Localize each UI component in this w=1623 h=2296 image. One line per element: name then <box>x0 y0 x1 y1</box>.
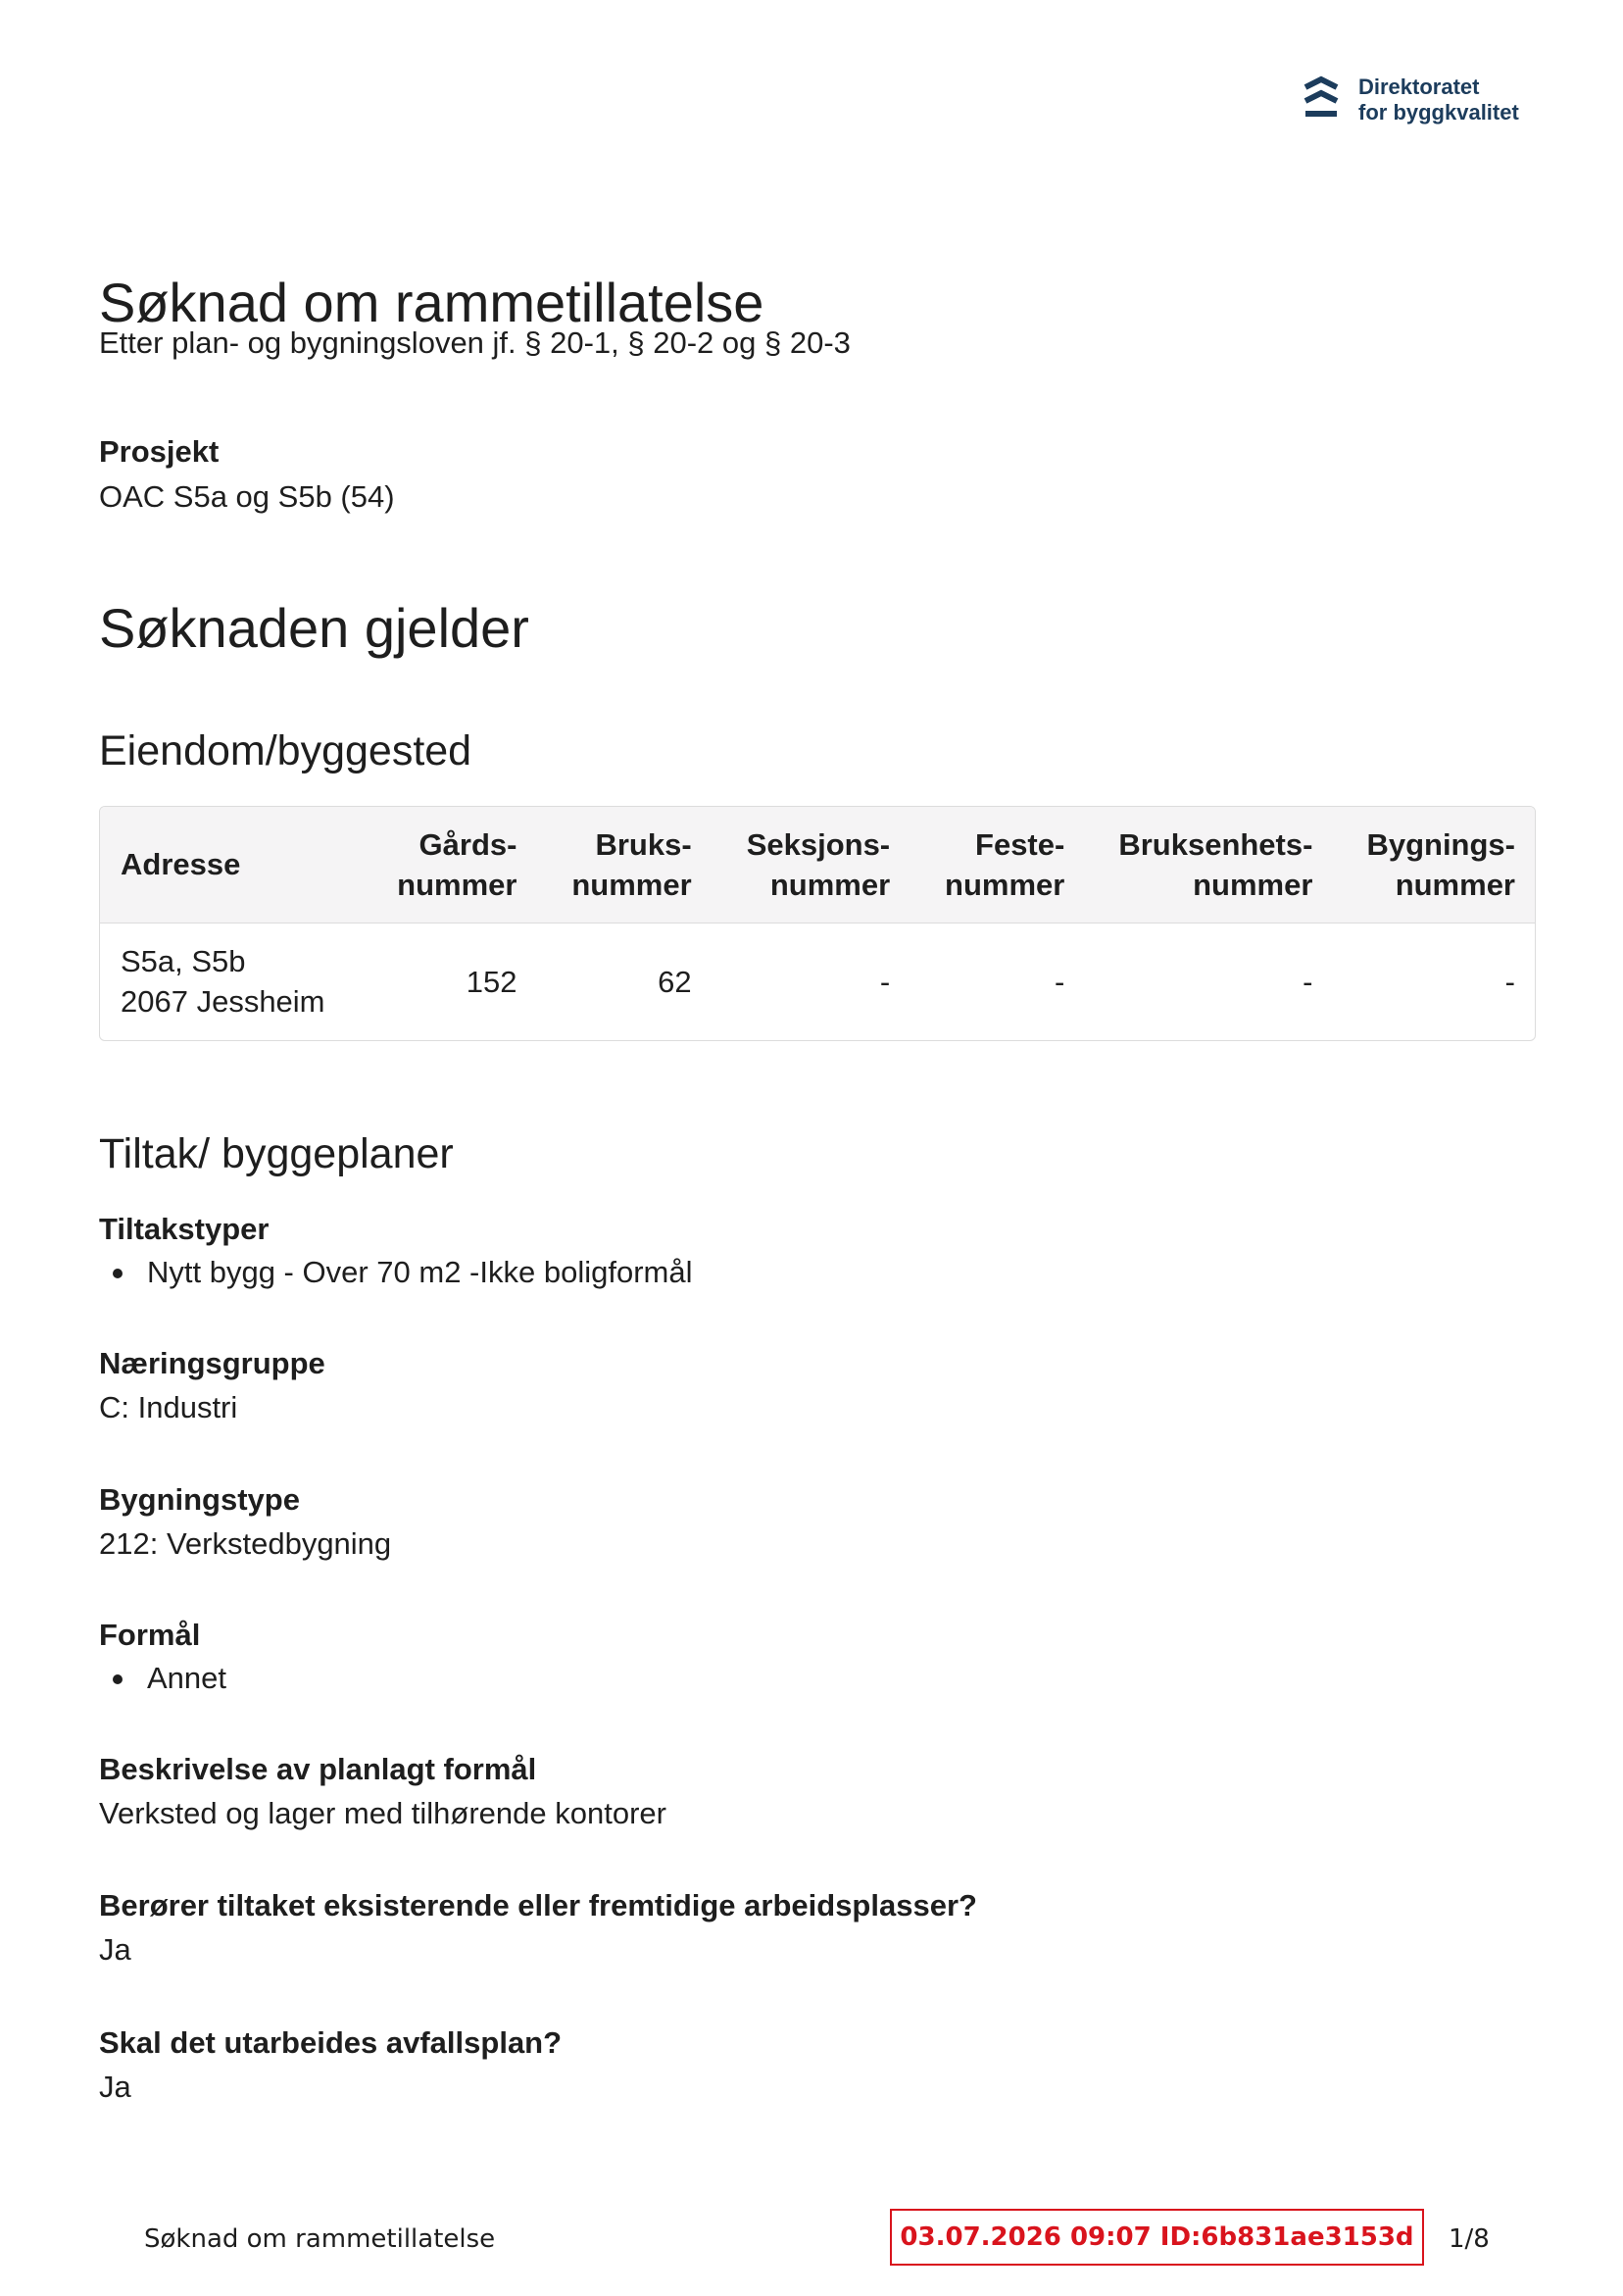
dibk-logo-icon <box>1302 75 1341 125</box>
table-header-row <box>100 807 1535 923</box>
bygningstype-label: Bygningstype <box>99 1482 300 1517</box>
org-name-line2: for byggkvalitet <box>1358 100 1519 125</box>
tiltakstyper-label: Tiltakstyper <box>99 1212 270 1246</box>
timestamp-stamp: 03.07.2026 09:07 ID:6b831ae3153d <box>890 2209 1424 2266</box>
cell-festenummer: - <box>1055 964 1065 999</box>
beskrivelse-label: Beskrivelse av planlagt formål <box>99 1752 537 1786</box>
org-name <box>1358 75 1519 125</box>
column-header-seksjonsnummer: Seksjons- nummer <box>746 826 891 902</box>
column-header-gardsnummer: Gårds- nummer <box>397 826 517 902</box>
prosjekt-value: OAC S5a og S5b (54) <box>99 479 395 514</box>
naeringsgruppe-label: Næringsgruppe <box>99 1346 325 1380</box>
page-title: Søknad om rammetillatelse <box>99 272 764 333</box>
bygningstype-value: 212: Verkstedbygning <box>99 1526 392 1561</box>
column-header-festenummer: Feste- nummer <box>945 826 1065 902</box>
column-header-bygningsnummer: Bygnings- nummer <box>1366 826 1515 902</box>
tiltakstyper-list <box>99 1255 692 1290</box>
org-name-line1: Direktoratet <box>1358 75 1480 99</box>
arbeidsplasser-value: Ja <box>99 1932 131 1967</box>
page-number: 1/8 <box>1449 2224 1490 2254</box>
section-heading-soknaden-gjelder: Søknaden gjelder <box>99 597 529 659</box>
page-subtitle: Etter plan- og bygningsloven jf. § 20-1, § 20-2 og § 20-3 <box>99 325 851 360</box>
beskrivelse-value: Verksted og lager med tilhørende kontorer <box>99 1796 666 1830</box>
cell-adresse: S5a, S5b 2067 Jessheim <box>121 944 325 1020</box>
column-header-bruksenhetsnummer: Bruksenhets- nummer <box>1118 826 1313 902</box>
list-item: Nytt bygg - Over 70 m2 -Ikke boligformål <box>99 1255 692 1290</box>
avfallsplan-label: Skal det utarbeides avfallsplan? <box>99 2025 563 2060</box>
cell-gardsnummer: 152 <box>466 964 517 999</box>
cell-seksjonsnummer: - <box>879 964 891 999</box>
arbeidsplasser-label: Berører tiltaket eksisterende eller fremtidige arbeidsplasser? <box>99 1888 977 1922</box>
list-item: Annet <box>99 1661 226 1696</box>
cell-bruksenhetsnummer: - <box>1303 964 1313 999</box>
avfallsplan-value: Ja <box>99 2070 131 2104</box>
eiendom-table <box>99 806 1536 1041</box>
section-heading-tiltak: Tiltak/ byggeplaner <box>99 1130 454 1177</box>
column-header-adresse: Adresse <box>121 847 241 882</box>
table-row <box>100 923 1535 1040</box>
cell-bygningsnummer: - <box>1504 964 1515 999</box>
naeringsgruppe-value: C: Industri <box>99 1390 238 1424</box>
cell-bruksnummer: 62 <box>658 964 692 999</box>
formal-label: Formål <box>99 1618 201 1652</box>
column-header-bruksnummer: Bruks- nummer <box>571 826 692 902</box>
org-logo <box>1302 75 1519 125</box>
formal-list <box>99 1661 226 1696</box>
footer-title: Søknad om rammetillatelse <box>144 2224 496 2254</box>
prosjekt-label: Prosjekt <box>99 434 220 469</box>
section-heading-eiendom: Eiendom/byggested <box>99 727 472 774</box>
